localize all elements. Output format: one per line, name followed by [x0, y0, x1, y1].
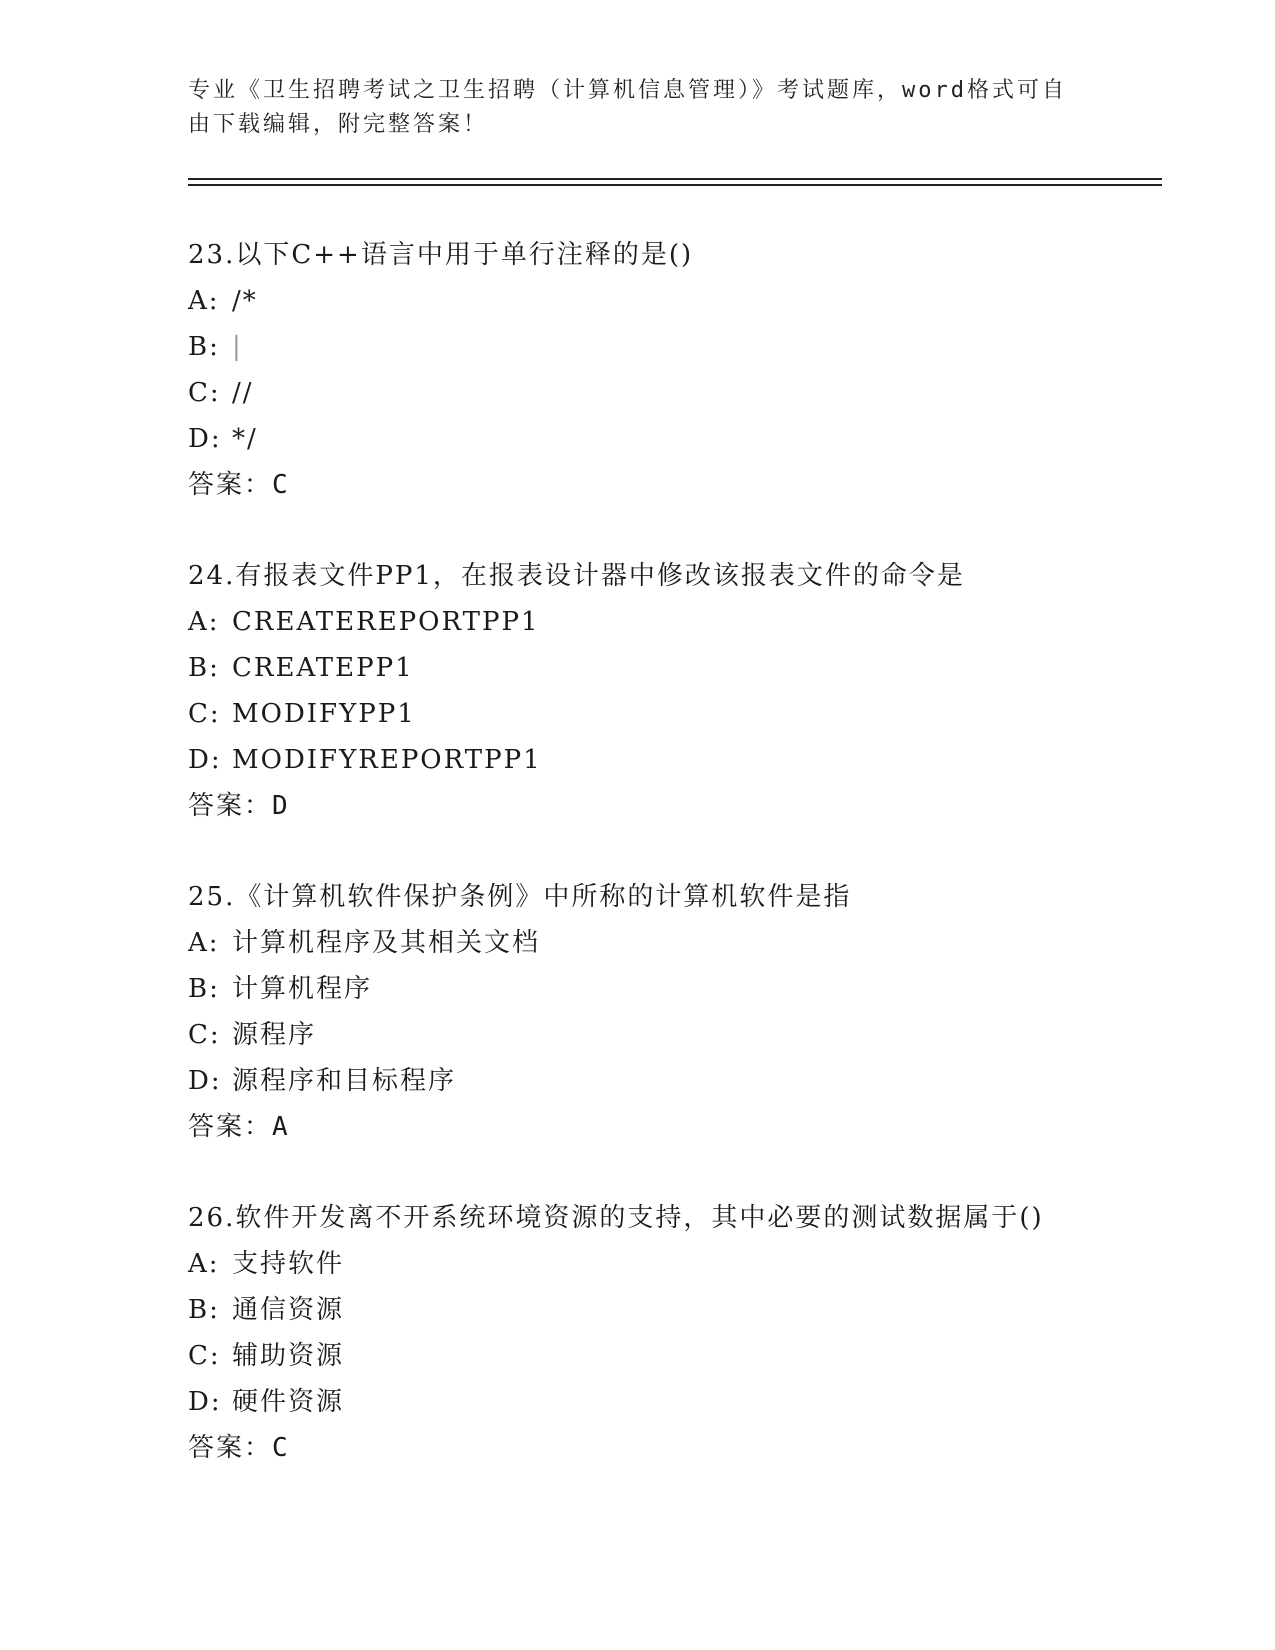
option-a [188, 599, 1168, 645]
option-letter: B: [188, 1295, 220, 1325]
question-23 [188, 232, 1168, 508]
option-d [188, 1058, 1168, 1104]
question-stem: 23.以下C++语言中用于单行注释的是() [188, 240, 694, 270]
option-text: MODIFYPP1 [232, 699, 416, 729]
option-letter: C: [188, 378, 221, 408]
option-text: 计算机程序及其相关文档 [232, 928, 541, 958]
option-letter: D: [188, 745, 222, 775]
option-letter: A: [188, 286, 220, 316]
option-text: 源程序 [232, 1020, 317, 1050]
option-letter: A: [188, 928, 220, 958]
header-divider-bottom [188, 184, 1162, 186]
header-divider-top [188, 178, 1162, 180]
answer-value: D [272, 791, 290, 821]
option-text: MODIFYREPORTPP1 [232, 745, 542, 775]
question-stem: 24.有报表文件PP1，在报表设计器中修改该报表文件的命令是 [188, 561, 965, 591]
question-26 [188, 1195, 1168, 1471]
option-letter: B: [188, 974, 220, 1004]
option-letter: C: [188, 699, 221, 729]
answer-value: C [272, 470, 290, 500]
answer-label: 答案： [188, 470, 273, 500]
option-b [188, 1287, 1168, 1333]
header-line-1: 专业《卫生招聘考试之卫生招聘（计算机信息管理）》考试题库，word格式可自 [188, 78, 1067, 103]
option-c [188, 370, 1168, 416]
option-letter: A: [188, 607, 220, 637]
header-line-2: 由下载编辑，附完整答案！ [188, 112, 489, 137]
question-24 [188, 553, 1168, 829]
option-b [188, 324, 1168, 370]
option-b [188, 966, 1168, 1012]
option-d [188, 1379, 1168, 1425]
answer [188, 1104, 1168, 1150]
answer-label: 答案： [188, 791, 273, 821]
answer-label: 答案： [188, 1433, 273, 1463]
option-letter: D: [188, 1387, 222, 1417]
option-text: 硬件资源 [232, 1387, 345, 1417]
option-a [188, 278, 1168, 324]
option-letter: D: [188, 1066, 222, 1096]
answer [188, 783, 1168, 829]
option-letter: B: [188, 332, 220, 362]
question-25 [188, 874, 1168, 1150]
option-text: 源程序和目标程序 [232, 1066, 457, 1096]
option-text: 辅助资源 [232, 1341, 345, 1371]
option-text: CREATEREPORTPP1 [232, 607, 540, 637]
option-c [188, 1333, 1168, 1379]
answer-value: C [272, 1433, 290, 1463]
question-stem: 25.《计算机软件保护条例》中所称的计算机软件是指 [188, 882, 852, 912]
option-text: 通信资源 [232, 1295, 345, 1325]
answer [188, 1425, 1168, 1471]
option-letter: D: [188, 424, 222, 454]
option-b [188, 645, 1168, 691]
option-text: 支持软件 [232, 1249, 345, 1279]
option-text: // [232, 378, 254, 408]
option-text: /* [232, 286, 258, 316]
option-c [188, 1012, 1168, 1058]
option-d [188, 416, 1168, 462]
option-letter: C: [188, 1341, 221, 1371]
option-text: CREATEPP1 [232, 653, 414, 683]
option-text: */ [232, 424, 258, 454]
option-letter: B: [188, 653, 220, 683]
answer [188, 462, 1168, 508]
answer-label: 答案： [188, 1112, 273, 1142]
option-d [188, 737, 1168, 783]
option-letter: C: [188, 1020, 221, 1050]
option-c [188, 691, 1168, 737]
question-stem: 26.软件开发离不开系统环境资源的支持，其中必要的测试数据属于() [188, 1203, 1044, 1233]
option-text: 计算机程序 [232, 974, 373, 1004]
document-header [188, 74, 1068, 142]
question-list [188, 232, 1168, 1516]
option-letter: A: [188, 1249, 220, 1279]
option-a [188, 1241, 1168, 1287]
option-text: | [232, 332, 243, 362]
answer-value: A [272, 1112, 290, 1142]
option-a [188, 920, 1168, 966]
